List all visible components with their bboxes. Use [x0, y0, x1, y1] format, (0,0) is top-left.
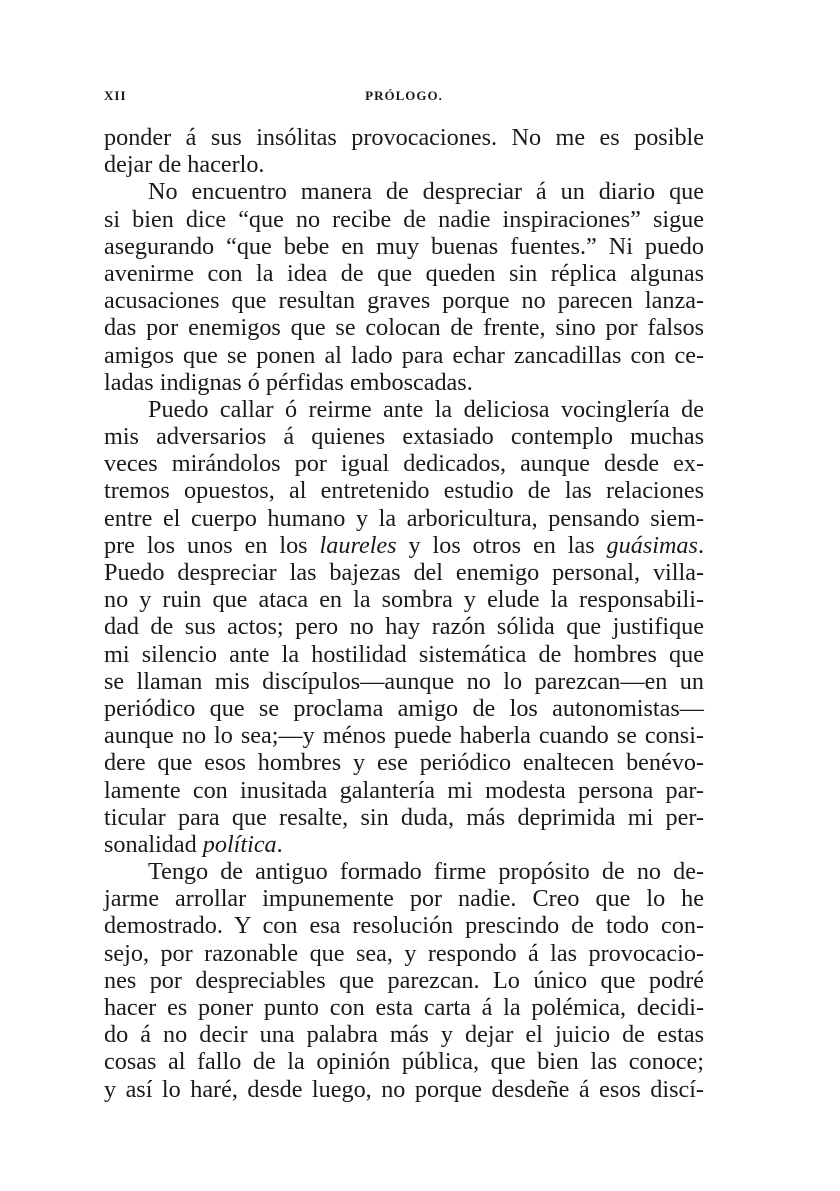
- text-line: tremos opuestos, al entretenido estudio de las relaciones: [104, 477, 704, 505]
- text-line: dere que esos hombres y ese periódico enaltecen benévo-: [104, 749, 704, 777]
- italic-word: guásimas: [606, 531, 698, 559]
- text-line: Puedo callar ó reirme ante la deliciosa vocinglería de: [148, 395, 704, 423]
- italic-word: política: [202, 830, 277, 858]
- text-run: .: [697, 531, 704, 559]
- text-line: cosas al fallo de la opinión pública, que bien las conoce;: [104, 1048, 704, 1076]
- text-line: Puedo despreciar las bajezas del enemigo personal, villa-: [104, 559, 704, 586]
- text-line: ticular para que resalte, sin duda, más deprimida mi per-: [104, 803, 704, 831]
- text-line: hacer es poner punto con esta carta á la polémica, decidi-: [104, 994, 704, 1021]
- text-line: demostrado. Y con esa resolución prescindo de todo con-: [104, 912, 704, 940]
- text-line: No encuentro manera de despreciar á un diario que: [148, 178, 704, 206]
- text-line: entre el cuerpo humano y la arboricultura, pensando siem-: [104, 504, 704, 532]
- text-line: se llaman mis discípulos—aunque no lo parezcan—en un: [104, 667, 704, 695]
- text-line: dad de sus actos; pero no hay razón sólida que justifique: [104, 613, 704, 641]
- body-text: [104, 124, 704, 1103]
- text-line-with-italics: [104, 532, 704, 559]
- italic-word: laureles: [319, 531, 397, 559]
- text-line: dejar de hacerlo.: [104, 151, 265, 179]
- text-line: nes por despreciables que parezcan. Lo único que podré: [104, 966, 704, 994]
- text-line: amigos que se ponen al lado para echar zancadillas con ce-: [104, 341, 704, 369]
- text-line: si bien dice “que no recibe de nadie inspiraciones” sigue: [104, 205, 704, 233]
- text-line: lamente con inusitada galantería mi modesta persona par-: [104, 776, 704, 804]
- text-line: y así lo haré, desde luego, no porque desdeñe á esos discí-: [104, 1075, 704, 1103]
- text-line: Tengo de antiguo formado firme propósito de no de-: [148, 858, 704, 886]
- text-line: sejo, por razonable que sea, y respondo á las provocacio-: [104, 939, 704, 967]
- text-line: periódico que se proclama amigo de los autonomistas—: [104, 694, 704, 722]
- running-header: [104, 88, 704, 110]
- text-line: ponder á sus insólitas provocaciones. No me es posible: [104, 124, 704, 151]
- text-line: aunque no lo sea;—y ménos puede haberla cuando se consi-: [104, 722, 704, 750]
- text-line: no y ruin que ataca en la sombra y elude la responsabili-: [104, 586, 704, 614]
- text-line: veces mirándolos por igual dedicados, aunque desde ex-: [104, 450, 704, 478]
- text-line: mis adversarios á quienes extasiado contemplo muchas: [104, 423, 704, 451]
- text-line: asegurando “que bebe en muy buenas fuentes.” Ni puedo: [104, 232, 704, 260]
- text-run: .: [276, 830, 283, 858]
- text-line: do á no decir una palabra más y dejar el juicio de estas: [104, 1021, 704, 1049]
- text-line-with-italics: [104, 831, 704, 858]
- text-line: jarme arrollar impunemente por nadie. Creo que lo he: [104, 885, 704, 913]
- text-line: ladas indignas ó pérfidas emboscadas.: [104, 368, 473, 396]
- text-line: acusaciones que resultan graves porque no parecen lanza-: [104, 287, 704, 315]
- text-line: avenirme con la idea de que queden sin réplica algunas: [104, 259, 704, 287]
- running-title: PRÓLOGO.: [365, 88, 443, 103]
- text-run: pre los unos en los: [104, 531, 320, 559]
- text-line: mi silencio ante la hostilidad sistemática de hombres que: [104, 640, 704, 668]
- page-number: XII: [104, 88, 127, 103]
- text-line: das por enemigos que se colocan de frente, sino por falsos: [104, 314, 704, 342]
- text-run: y los otros en las: [396, 531, 607, 559]
- text-run: sonalidad: [104, 830, 203, 858]
